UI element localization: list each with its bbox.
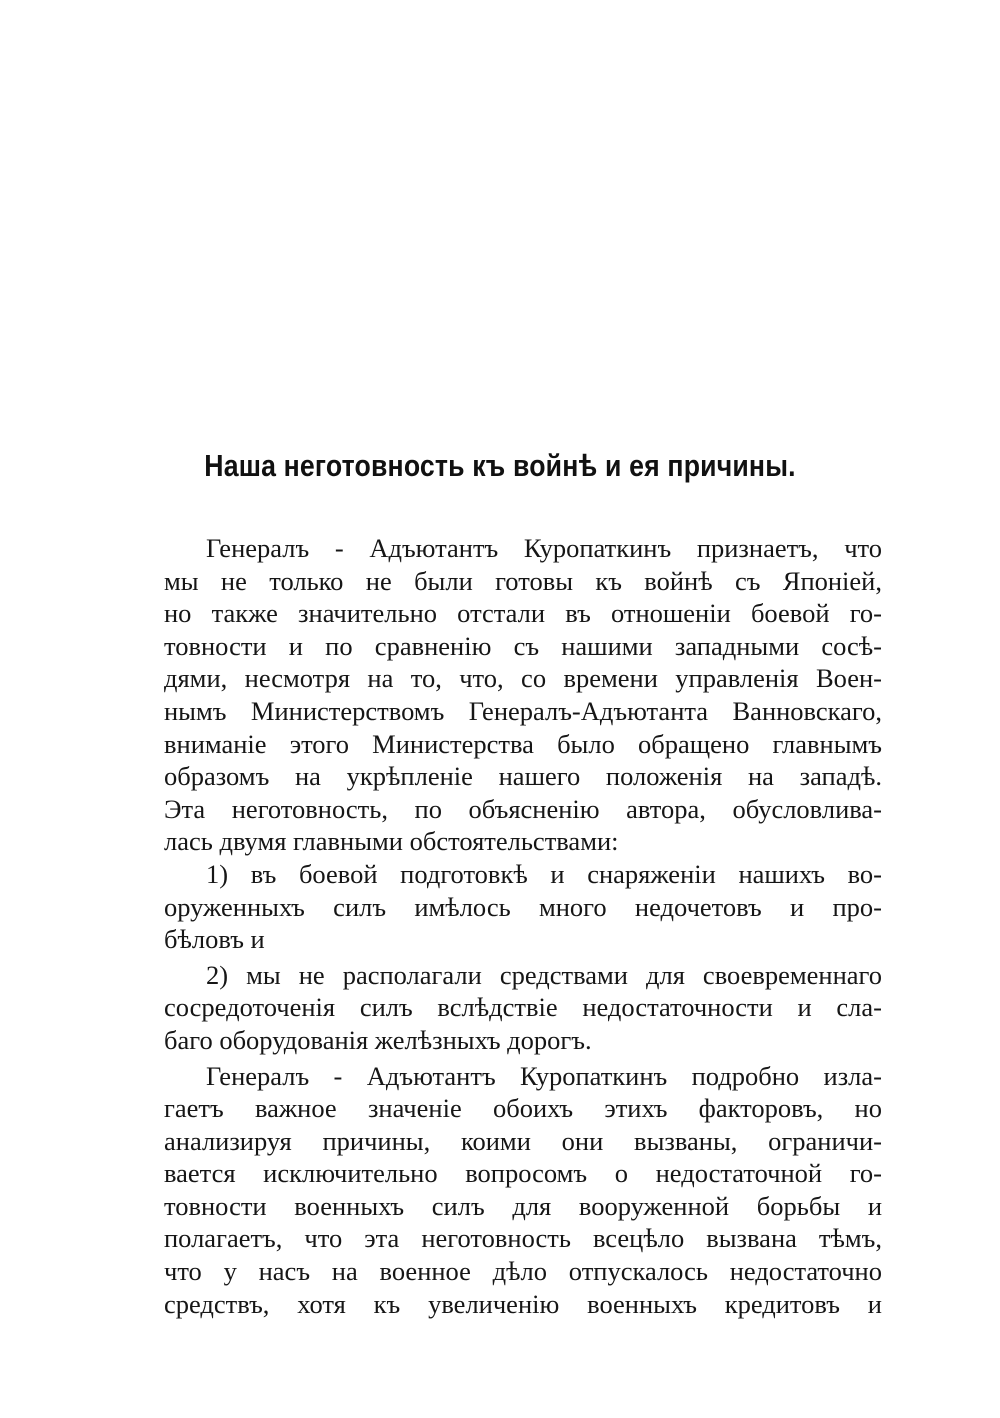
paragraph bbox=[164, 959, 882, 1057]
text-line: гаетъ важное значеніе обоихъ этихъ факторовъ, но bbox=[164, 1093, 882, 1124]
paragraph bbox=[164, 532, 882, 858]
text-line: товности и по сравненію съ нашими западными сосѣ- bbox=[164, 630, 882, 661]
text-line: сосредоточенія силъ вслѣдствіе недостаточности и сла- bbox=[164, 992, 882, 1023]
text-line: вается исключительно вопросомъ о недостаточной го- bbox=[164, 1158, 882, 1189]
text-line: баго оборудованія желѣзныхъ дорогъ. bbox=[164, 1024, 592, 1055]
text-line: оруженныхъ силъ имѣлось много недочетовъ и про- bbox=[164, 891, 882, 922]
text-line: лась двумя главными обстоятельствами: bbox=[164, 826, 619, 857]
text-line: образомъ на укрѣпленіе нашего положенія на западѣ. bbox=[164, 761, 882, 792]
paragraph bbox=[164, 858, 882, 956]
text-line: мы не только не были готовы къ войнѣ съ Японіей, bbox=[164, 565, 882, 596]
text-line: 2) мы не располагали средствами для своевременнаго bbox=[206, 959, 882, 990]
text-line: нымъ Министерствомъ Генералъ-Адъютанта Ванновскаго, bbox=[164, 695, 882, 726]
text-line: Генералъ - Адъютантъ Куропаткинъ признаетъ, что bbox=[206, 533, 882, 563]
text-line: но также значительно отстали въ отношеніи боевой го- bbox=[164, 598, 882, 629]
text-line: полагаетъ, что эта неготовность всецѣло вызвана тѣмъ, bbox=[164, 1223, 882, 1254]
text-line: что у насъ на военное дѣло отпускалось недостаточно bbox=[164, 1256, 882, 1287]
text-line: вниманіе этого Министерства было обращено главнымъ bbox=[164, 728, 882, 759]
text-line: дями, несмотря на то, что, со времени управленія Воен- bbox=[164, 663, 882, 694]
text-line: бѣловъ и bbox=[164, 924, 265, 955]
text-line: Эта неготовность, по объясненію автора, обусловлива- bbox=[164, 793, 882, 824]
text-line: 1) въ боевой подготовкѣ и снаряженіи нашихъ во- bbox=[206, 858, 882, 889]
paragraph bbox=[164, 1060, 882, 1321]
text-line: Генералъ - Адъютантъ Куропаткинъ подробно изла- bbox=[206, 1060, 882, 1091]
text-line: средствъ, хотя къ увеличенію военныхъ кредитовъ и bbox=[164, 1288, 882, 1319]
text-line: анализируя причины, коими они вызваны, ограничи- bbox=[164, 1125, 882, 1156]
body-text bbox=[164, 532, 882, 1320]
text-line: товности военныхъ силъ для вооруженной борьбы и bbox=[164, 1190, 882, 1221]
chapter-heading: Наша неготовность къ войнѣ и ея причины. bbox=[204, 448, 796, 483]
